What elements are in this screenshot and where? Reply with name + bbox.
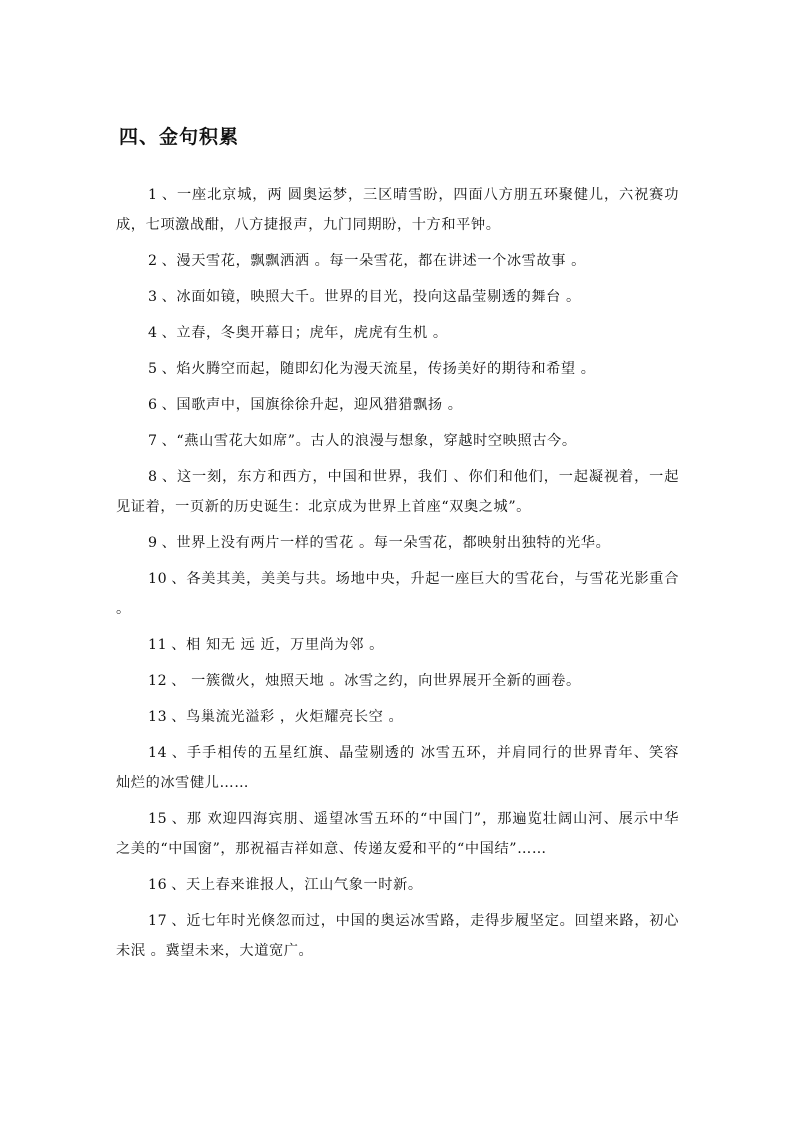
item-number: 13 [148, 709, 168, 725]
item-number: 16 [148, 877, 168, 893]
list-item [116, 666, 679, 696]
item-text: 、鸟巢流光溢彩 ，火炬耀亮长空 。 [171, 709, 404, 725]
list-item [116, 528, 679, 558]
list-item [116, 630, 679, 660]
list-item [116, 354, 679, 384]
item-text: 、立春，冬奥开幕日；虎年，虎虎有生机 。 [161, 325, 448, 341]
list-item [116, 462, 679, 522]
item-number: 11 [148, 637, 168, 653]
item-text: 、世界上没有两片一样的雪花 。每一朵雪花，都映射出独特的光华。 [161, 535, 611, 551]
item-text: 、 一簇微火，烛照天地 。冰雪之约，向世界展开全新的画卷。 [171, 673, 581, 689]
item-text: 、手手相传的五星红旗、晶莹剔透的 冰雪五环，并肩同行的世界青年、笑容灿烂的冰雪健儿…… [116, 745, 679, 791]
item-number: 6 [148, 397, 158, 413]
list-item [116, 390, 679, 420]
list-item [116, 564, 679, 624]
item-text: 、各美其美，美美与共。场地中央，升起一座巨大的雪花台，与雪花光影重合 。 [116, 571, 679, 617]
item-number: 5 [148, 361, 158, 377]
item-text: 、这一刻，东方和西方，中国和世界，我们 、你们和他们，一起凝视着，一起见证着，一页新的历史诞生：北京成为世界上首座“双奥之城”。 [116, 469, 679, 515]
list-item [116, 180, 679, 240]
list-item [116, 282, 679, 312]
item-text: 、冰面如镜，映照大千。世界的目光，投向这晶莹剔透的舞台 。 [161, 289, 581, 305]
item-text: 、近七年时光倏忽而过，中国的奥运冰雪路，走得步履坚定。回望来路，初心未泯 。冀望未来，大道宽广。 [116, 913, 679, 959]
item-text: 、一座北京城，两 圆奥运梦，三区晴雪盼，四面八方朋五环聚健儿，六祝赛功成，七项激战酣，八方捷报声，九门同期盼，十方和平钟。 [116, 187, 679, 233]
item-number: 8 [148, 469, 158, 485]
item-text: 、那 欢迎四海宾朋、遥望冰雪五环的“中国门”，那遍览壮阔山河、展示中华之美的“中国窗”，那祝福吉祥如意、传递友爱和平的“中国结”…… [116, 811, 679, 857]
list-item [116, 246, 679, 276]
item-number: 15 [148, 811, 168, 827]
item-number: 10 [148, 571, 168, 587]
item-text: 、焰火腾空而起，随即幻化为漫天流星，传扬美好的期待和希望 。 [161, 361, 596, 377]
item-number: 12 [148, 673, 168, 689]
item-number: 4 [148, 325, 158, 341]
sentence-list [116, 180, 679, 972]
item-text: 、漫天雪花，飘飘洒洒 。每一朵雪花，都在讲述一个冰雪故事 。 [161, 253, 586, 269]
item-number: 2 [148, 253, 158, 269]
item-text: 、相 知无 远 近，万里尚为邻 。 [171, 637, 384, 653]
item-number: 17 [148, 913, 168, 929]
item-text: 、天上春来谁报人，江山气象一时新。 [171, 877, 423, 893]
list-item [116, 426, 679, 456]
item-number: 1 [148, 187, 158, 203]
section-title: 四、金句积累 [119, 126, 240, 148]
item-number: 9 [148, 535, 158, 551]
item-number: 3 [148, 289, 158, 305]
list-item [116, 870, 679, 900]
item-number: 7 [148, 433, 158, 449]
list-item [116, 906, 679, 966]
item-text: 、“燕山雪花大如席”。古人的浪漫与想象，穿越时空映照古今。 [161, 433, 577, 449]
list-item [116, 702, 679, 732]
list-item [116, 738, 679, 798]
item-text: 、国歌声中，国旗徐徐升起，迎风猎猎飘扬 。 [161, 397, 463, 413]
list-item [116, 804, 679, 864]
item-number: 14 [148, 745, 168, 761]
list-item [116, 318, 679, 348]
